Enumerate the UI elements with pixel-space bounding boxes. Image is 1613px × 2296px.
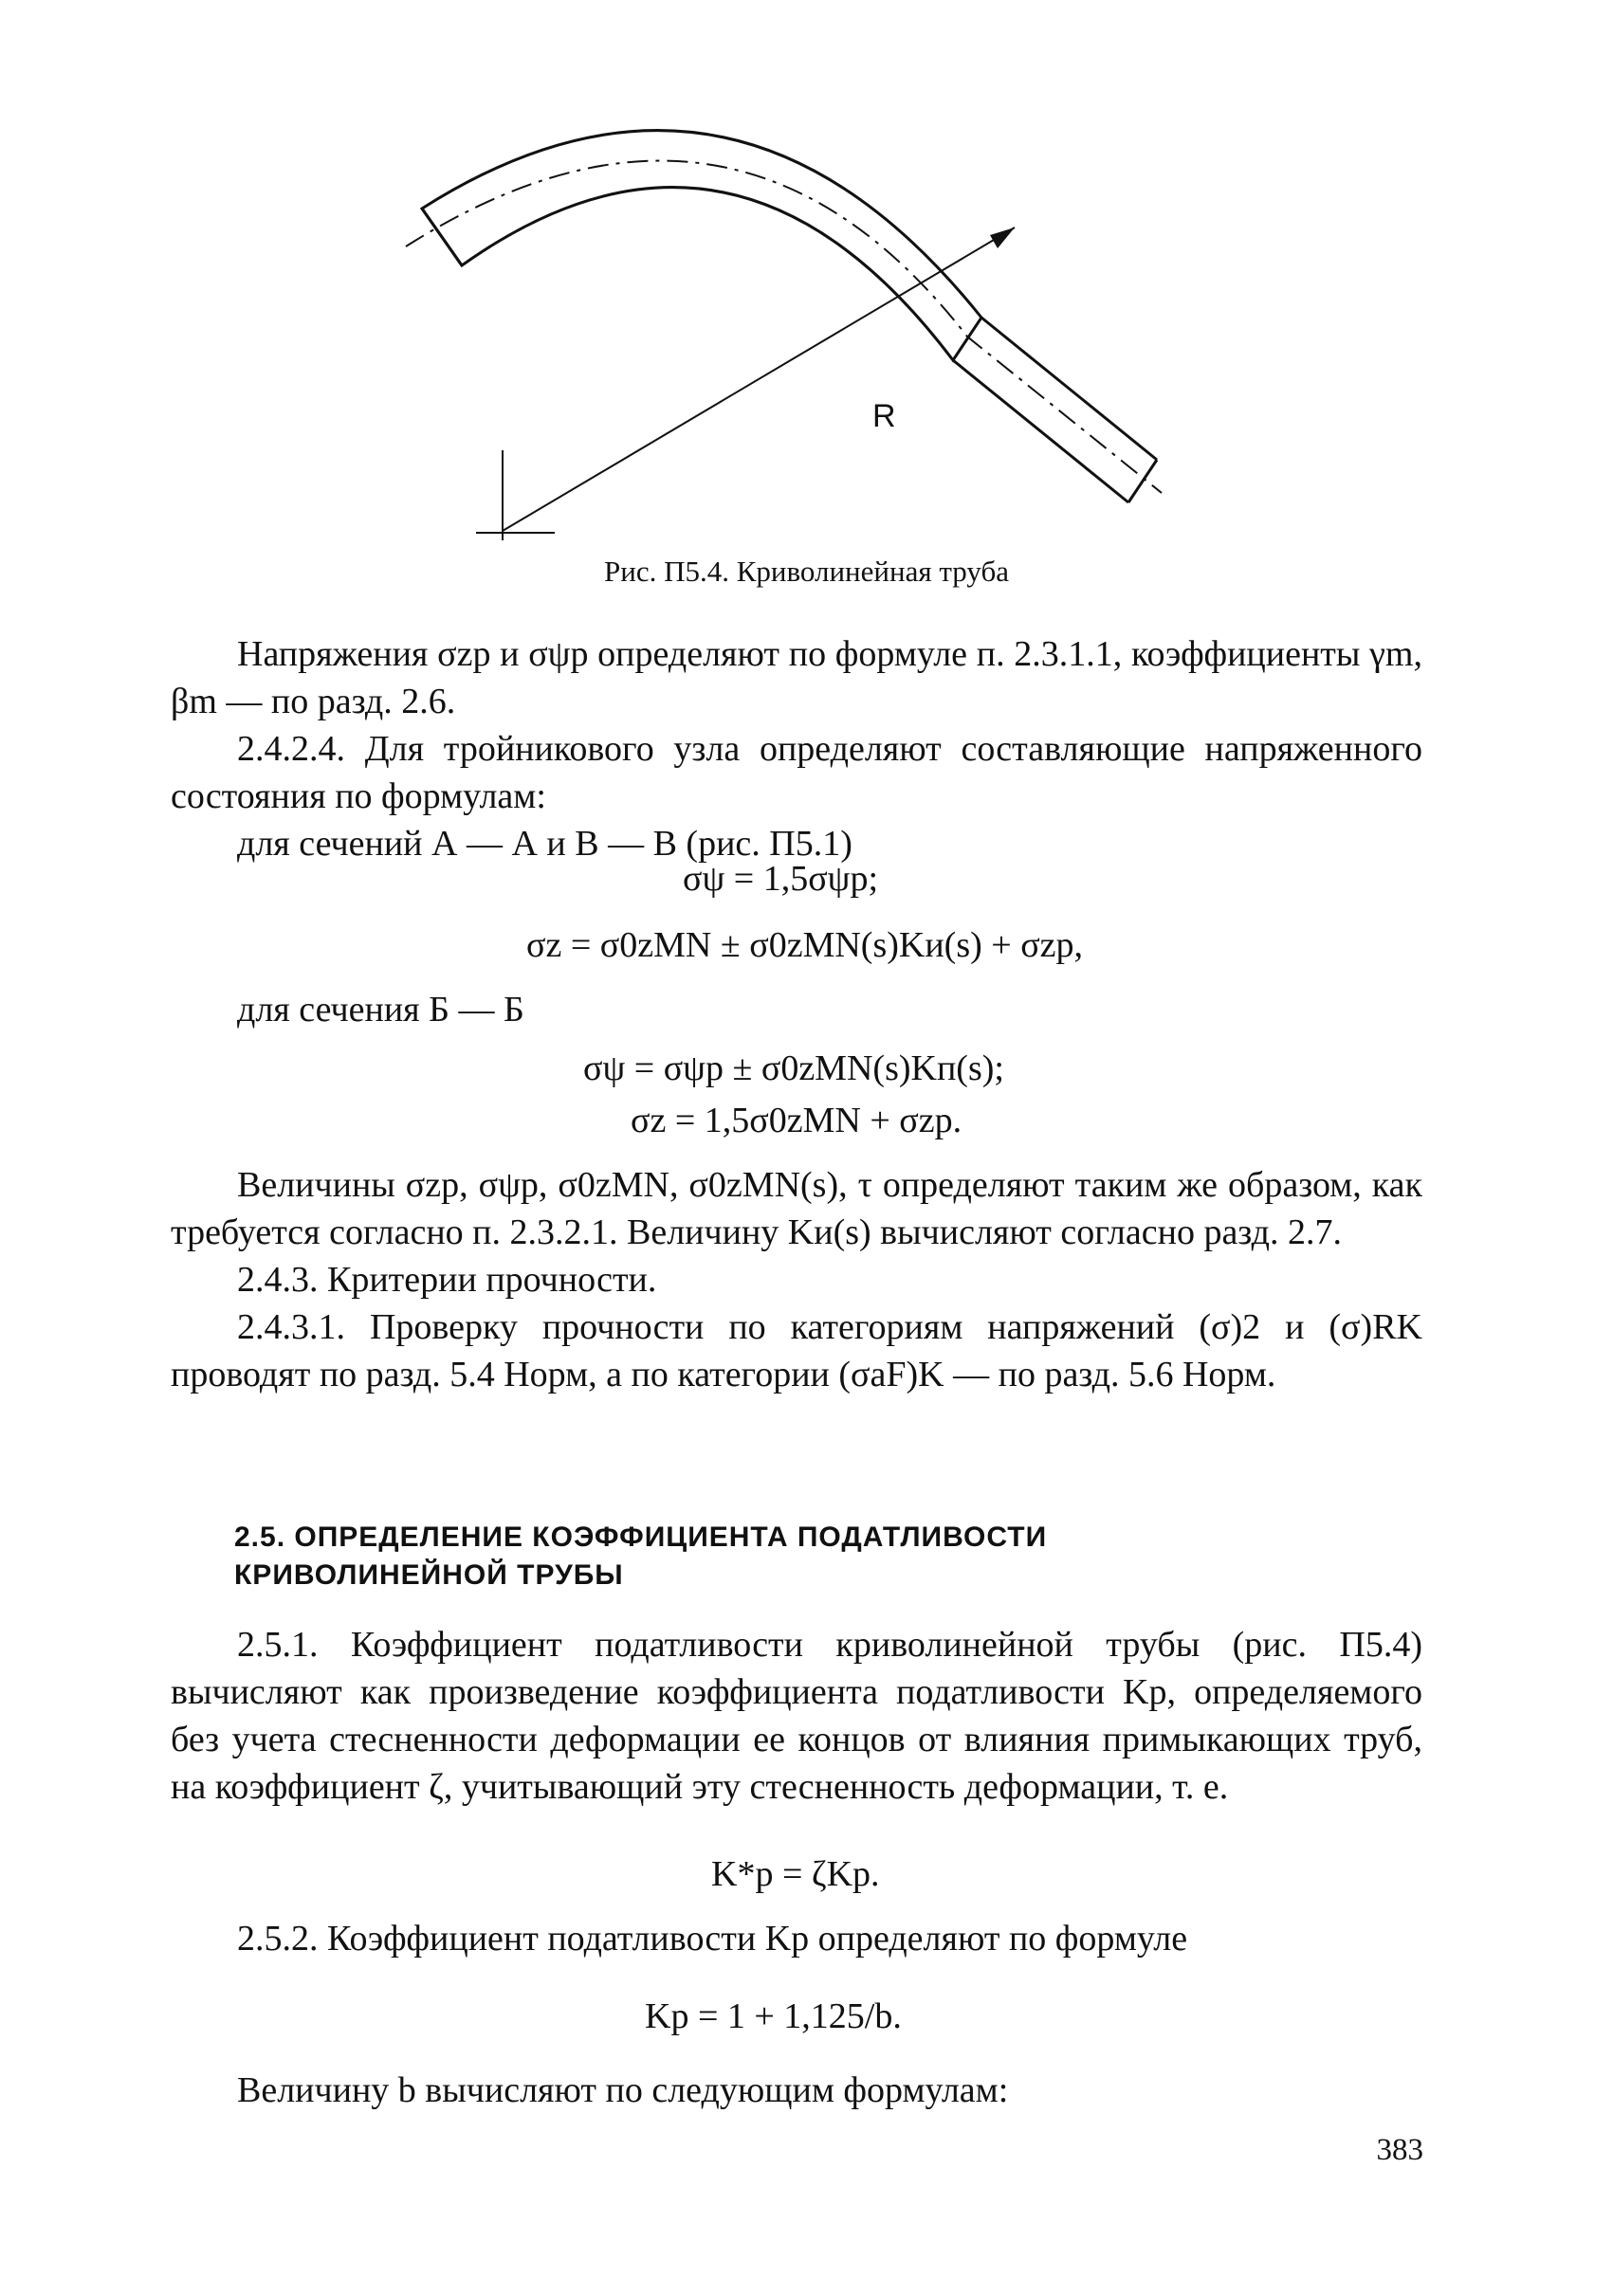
paragraph-2-4-3-1: 2.4.3.1. Проверку прочности по категориям напряжений (σ)2 и (σ)RK проводят по разд. 5.4 Норм, а по категории (σaF)K — по разд. 5.6 Норм.	[171, 1307, 1422, 1394]
formula-kp-star: K*p = ζKp.	[711, 1854, 880, 1894]
paragraph-2-5-1: 2.5.1. Коэффициент податливости криволинейной трубы (рис. П5.4) вычисляют как произведение коэффициента податливости Kp, определяемого без учета стесненности деформации ее концов от влияния примыкающих труб, на коэффициент ζ, учитывающий эту стесненность деформации, т. е.	[171, 1625, 1422, 1807]
pipe-centerline	[406, 161, 1162, 493]
radius-line	[503, 228, 1015, 531]
text-block-5	[171, 1915, 1422, 1962]
radius-arrowhead	[990, 228, 1015, 248]
page-number: 383	[1376, 2133, 1423, 2167]
paragraph-value-b: Величину b вычисляют по следующим формулам:	[237, 2070, 1009, 2110]
paragraph-2-4-2-4: 2.4.2.4. Для тройникового узла определяют составляющие напряженного состояния по формулам:	[171, 729, 1422, 816]
section-heading-line-2: КРИВОЛИНЕЙНОЙ ТРУБЫ	[234, 1559, 624, 1591]
section-heading-line-1: 2.5. ОПРЕДЕЛЕНИЕ КОЭФФИЦИЕНТА ПОДАТЛИВОСТИ	[234, 1522, 1048, 1553]
paragraph-stresses: Напряжения σzp и σψp определяют по формуле п. 2.3.1.1, коэффициенты γm, βm — по разд. 2.6.	[171, 634, 1422, 721]
paragraph-2-5-2: 2.5.2. Коэффициент податливости Kp определяют по формуле	[237, 1919, 1188, 1959]
formula-sigma-z-1: σz = σ0zMN ± σ0zMN(s)Kи(s) + σzp,	[526, 925, 1084, 965]
pipe-outer-wall	[422, 131, 981, 360]
pipe-right-inner	[953, 360, 1128, 502]
figure-caption: Рис. П5.4. Криволинейная труба	[603, 555, 1009, 588]
formula-sigma-psi-2: σψ = σψp ± σ0zMN(s)Kп(s);	[583, 1048, 1004, 1088]
paragraph-sections-aa-vv: для сечений А — А и В — В (рис. П5.1)	[237, 824, 852, 864]
paragraph-section-bb: для сечения Б — Б	[237, 990, 524, 1030]
text-block-2	[171, 986, 1422, 1033]
text-block-1	[171, 630, 1422, 867]
text-block-3	[171, 1161, 1422, 1398]
paragraph-2-4-3: 2.4.3. Критерии прочности.	[237, 1260, 657, 1300]
curved-pipe-figure	[398, 123, 1204, 559]
paragraph-values: Величины σzp, σψp, σ0zMN, σ0zMN(s), τ определяют таким же образом, как требуется согласно п. 2.3.2.1. Величину Kи(s) вычисляют согласно разд. 2.7.	[171, 1165, 1422, 1252]
pipe-right-end	[1128, 460, 1157, 502]
formula-sigma-psi-1: σψ = 1,5σψp;	[683, 859, 879, 899]
text-block-4	[171, 1621, 1422, 1811]
formula-kp: Kp = 1 + 1,125/b.	[645, 1996, 902, 2036]
pipe-right-outer	[981, 318, 1157, 460]
text-block-6	[171, 2067, 1422, 2114]
radius-label: R	[872, 398, 896, 434]
formula-sigma-z-2: σz = 1,5σ0zMN + σzp.	[631, 1101, 962, 1140]
